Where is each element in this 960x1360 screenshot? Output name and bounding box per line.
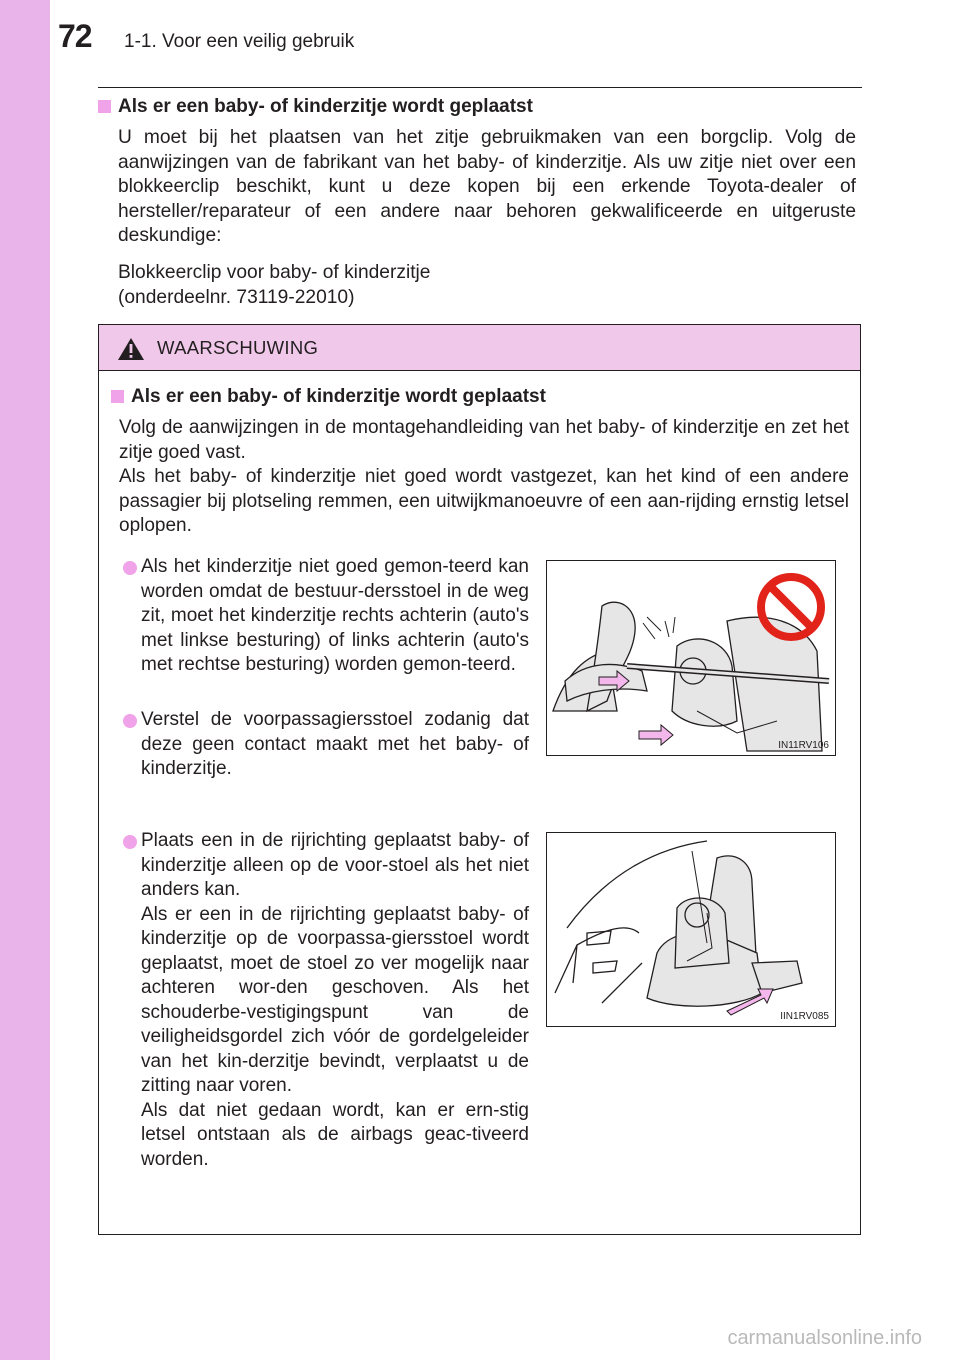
warning-triangle-icon [117,337,145,361]
section-heading [98,96,533,118]
section-heading-text: Als er een baby- of kinderzitje wordt geplaatst [118,96,533,117]
child-seat-prohibited-illustration [547,561,835,755]
side-tab-bar [0,0,50,1360]
warning-header [99,325,860,371]
part-line-1: Blokkeerclip voor baby- of kinderzitje [118,262,431,283]
footer-watermark: carmanualsonline.info [727,1327,922,1349]
warning-bullet-2 [119,708,529,782]
warning-paragraph-2: Als het baby- of kinderzitje niet goed wordt vastgezet, kan het kind of een andere passagier bij plotseling remmen, een uitwijkmanoeuvre of een aan-rijding ernstig letsel oplopen. [119,466,849,536]
bullet-text: Plaats een in de rijrichting geplaatst baby- of kinderzitje alleen op de voor-stoel als het niet anders kan. Als er een in de rijrichting geplaatst baby- of kinderzitje op de voorpassa-giersstoel wordt geplaatst, moet de stoel zo ver mogelijk naar achteren wor-den geschoven. Als het schouderbe-vestigingspunt van de veiligheidsgordel zich vóór de gordelgeleider van het kin-derzitje bevindt, verplaatst u de zitting naar voren. Als dat niet gedaan wordt, kan er ern-stig letsel ontstaan als de airbags geac-tiveerd worden. [141,830,529,1170]
square-bullet-icon [111,390,124,403]
page-number: 72 [58,18,92,54]
round-bullet-icon [123,714,137,728]
part-line-2: (onderdeelnr. 73119-22010) [118,286,355,308]
figure-child-seat-prohibited [546,560,836,756]
figure-forward-facing-seat [546,832,836,1027]
figure-1-code: IN11RV106 [778,740,829,751]
bullet-text: Verstel de voorpassagiersstoel zodanig dat deze geen contact maakt met het baby- of kinderzitje. [141,709,529,779]
warning-paragraph-1: Volg de aanwijzingen in de montagehandleiding van het baby- of kinderzitje en zet het zitje goed vast. [119,417,849,463]
bullet-text: Als het kinderzitje niet goed gemon-teerd kan worden omdat de bestuur-dersstoel in de weg zit, moet het kinderzitje rechts achterin (auto's met linkse besturing) of links achterin (auto's met rechtse besturing) worden gemon-teerd. [141,556,529,675]
header-rule [98,87,862,88]
warning-label: WAARSCHUWING [157,337,319,358]
section-paragraph: U moet bij het plaatsen van het zitje gebruikmaken van een borgclip. Volg de aanwijzingen van de fabrikant van het baby- of kinderzitje. Als uw zitje niet over een blokkeerclip beschikt, kunt u deze kopen bij een erkende Toyota-dealer of hersteller/reparateur of een andere naar behoren gekwalificeerde en uitgeruste deskundige: [118,127,856,246]
warning-bullet-1 [119,555,529,678]
forward-facing-seat-illustration [547,833,835,1026]
round-bullet-icon [123,561,137,575]
square-bullet-icon [98,100,111,113]
figure-2-code: IIN1RV085 [780,1011,829,1022]
section-title: 1-1. Voor een veilig gebruik [124,31,355,52]
warning-heading [99,386,546,408]
warning-bullet-3 [119,829,529,1172]
round-bullet-icon [123,835,137,849]
part-number-block [118,261,856,310]
warning-heading-text: Als er een baby- of kinderzitje wordt geplaatst [131,386,546,407]
warning-box [98,324,861,1235]
